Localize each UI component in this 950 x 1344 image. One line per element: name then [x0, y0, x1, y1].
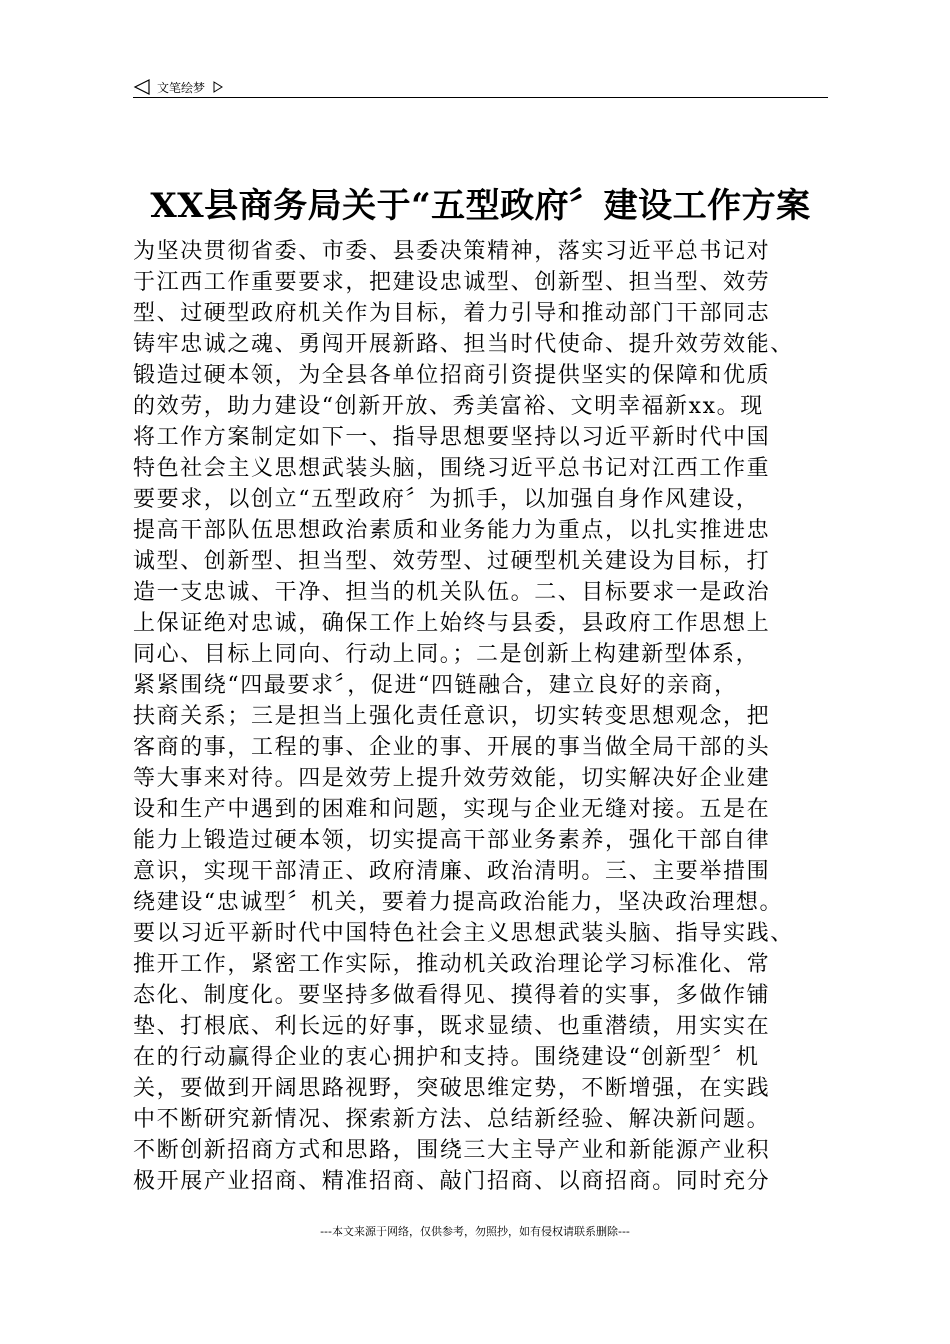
body-line: 锻造过硬本领，为全县各单位招商引资提供坚实的保障和优质: [133, 363, 771, 388]
body-line: 绕建设“忠诚型〞机关，要着力提高政治能力，坚决政治理想。: [133, 890, 784, 915]
page-header: [133, 76, 828, 98]
body-line: 同心、目标上同向、行动上同。；二是创新上构建新型体系，: [133, 642, 760, 667]
body-line: 扶商关系；三是担当上强化责任意识，切实转变思想观念，把: [133, 704, 771, 729]
body-line: 为坚决贯彻省委、市委、县委决策精神，落实习近平总书记对: [133, 239, 771, 264]
document-body: [133, 236, 833, 1197]
body-line: 于江西工作重要要求，把建设忠诚型、创新型、担当型、效劳: [133, 270, 771, 295]
body-line: 将工作方案制定如下一、指导思想要坚持以习近平新时代中国: [133, 425, 771, 450]
document-title: XX县商务局关于“五型政府〞建设工作方案: [150, 186, 811, 226]
body-line: 极开展产业招商、精准招商、敲门招商、以商招商。同时充分: [133, 1169, 771, 1194]
header-divider: [133, 97, 828, 98]
body-line: 不断创新招商方式和思路，围绕三大主导产业和新能源产业积: [133, 1138, 771, 1163]
triangle-left-icon: [133, 79, 151, 95]
body-line: 推开工作，紧密工作实际，推动机关政治理论学习标准化、常: [133, 952, 771, 977]
body-line: 紧紧围绕“四最要求〞，促进“四链融合，建立良好的亲商，: [133, 673, 738, 698]
body-line: 客商的事，工程的事、企业的事、开展的事当做全局干部的头: [133, 735, 771, 760]
body-line: 的效劳，助力建设“创新开放、秀美富裕、文明幸福新xx。现: [133, 394, 764, 419]
body-line: 要以习近平新时代中国特色社会主义思想武装头脑、指导实践、: [133, 921, 794, 946]
body-line: 态化、制度化。要坚持多做看得见、摸得着的实事，多做作铺: [133, 983, 771, 1008]
body-line: 造一支忠诚、干净、担当的机关队伍。二、目标要求一是政治: [133, 580, 771, 605]
footer-notice: ---本文来源于网络，仅供参考，勿照抄，如有侵权请联系删除---: [320, 1225, 630, 1238]
body-line: 型、过硬型政府机关作为目标，着力引导和推动部门干部同志: [133, 301, 771, 326]
body-line: 诚型、创新型、担当型、效劳型、过硬型机关建设为目标，打: [133, 549, 771, 574]
triangle-right-icon: [213, 81, 223, 93]
body-line: 在的行动赢得企业的衷心拥护和支持。围绕建设“创新型〞机: [133, 1045, 760, 1070]
body-line: 中不断研究新情况、探索新方法、总结新经验、解决新问题。: [133, 1107, 771, 1132]
body-line: 提高干部队伍思想政治素质和业务能力为重点，以扎实推进忠: [133, 518, 771, 543]
body-line: 特色社会主义思想武装头脑，围绕习近平总书记对江西工作重: [133, 456, 771, 481]
body-line: 等大事来对待。四是效劳上提升效劳效能，切实解决好企业建: [133, 766, 771, 791]
body-line: 关，要做到开阔思路视野，突破思维定势，不断增强，在实践: [133, 1076, 771, 1101]
body-line: 铸牢忠诚之魂、勇闯开展新路、担当时代使命、提升效劳效能、: [133, 332, 794, 357]
body-line: 要要求，以创立“五型政府〞为抓手，以加强自身作风建设，: [133, 487, 760, 512]
body-line: 能力上锻造过硬本领，切实提高干部业务素养，强化干部自律: [133, 828, 771, 853]
body-line: 上保证绝对忠诚，确保工作上始终与县委，县政府工作思想上: [133, 611, 771, 636]
header-brand: 文笔绘梦: [157, 80, 206, 95]
body-line: 垫、打根底、利长远的好事，既求显绩、也重潜绩，用实实在: [133, 1014, 771, 1039]
body-line: 设和生产中遇到的困难和问题，实现与企业无缝对接。五是在: [133, 797, 771, 822]
body-line: 意识，实现干部清正、政府清廉、政治清明。三、主要举措围: [133, 859, 771, 884]
